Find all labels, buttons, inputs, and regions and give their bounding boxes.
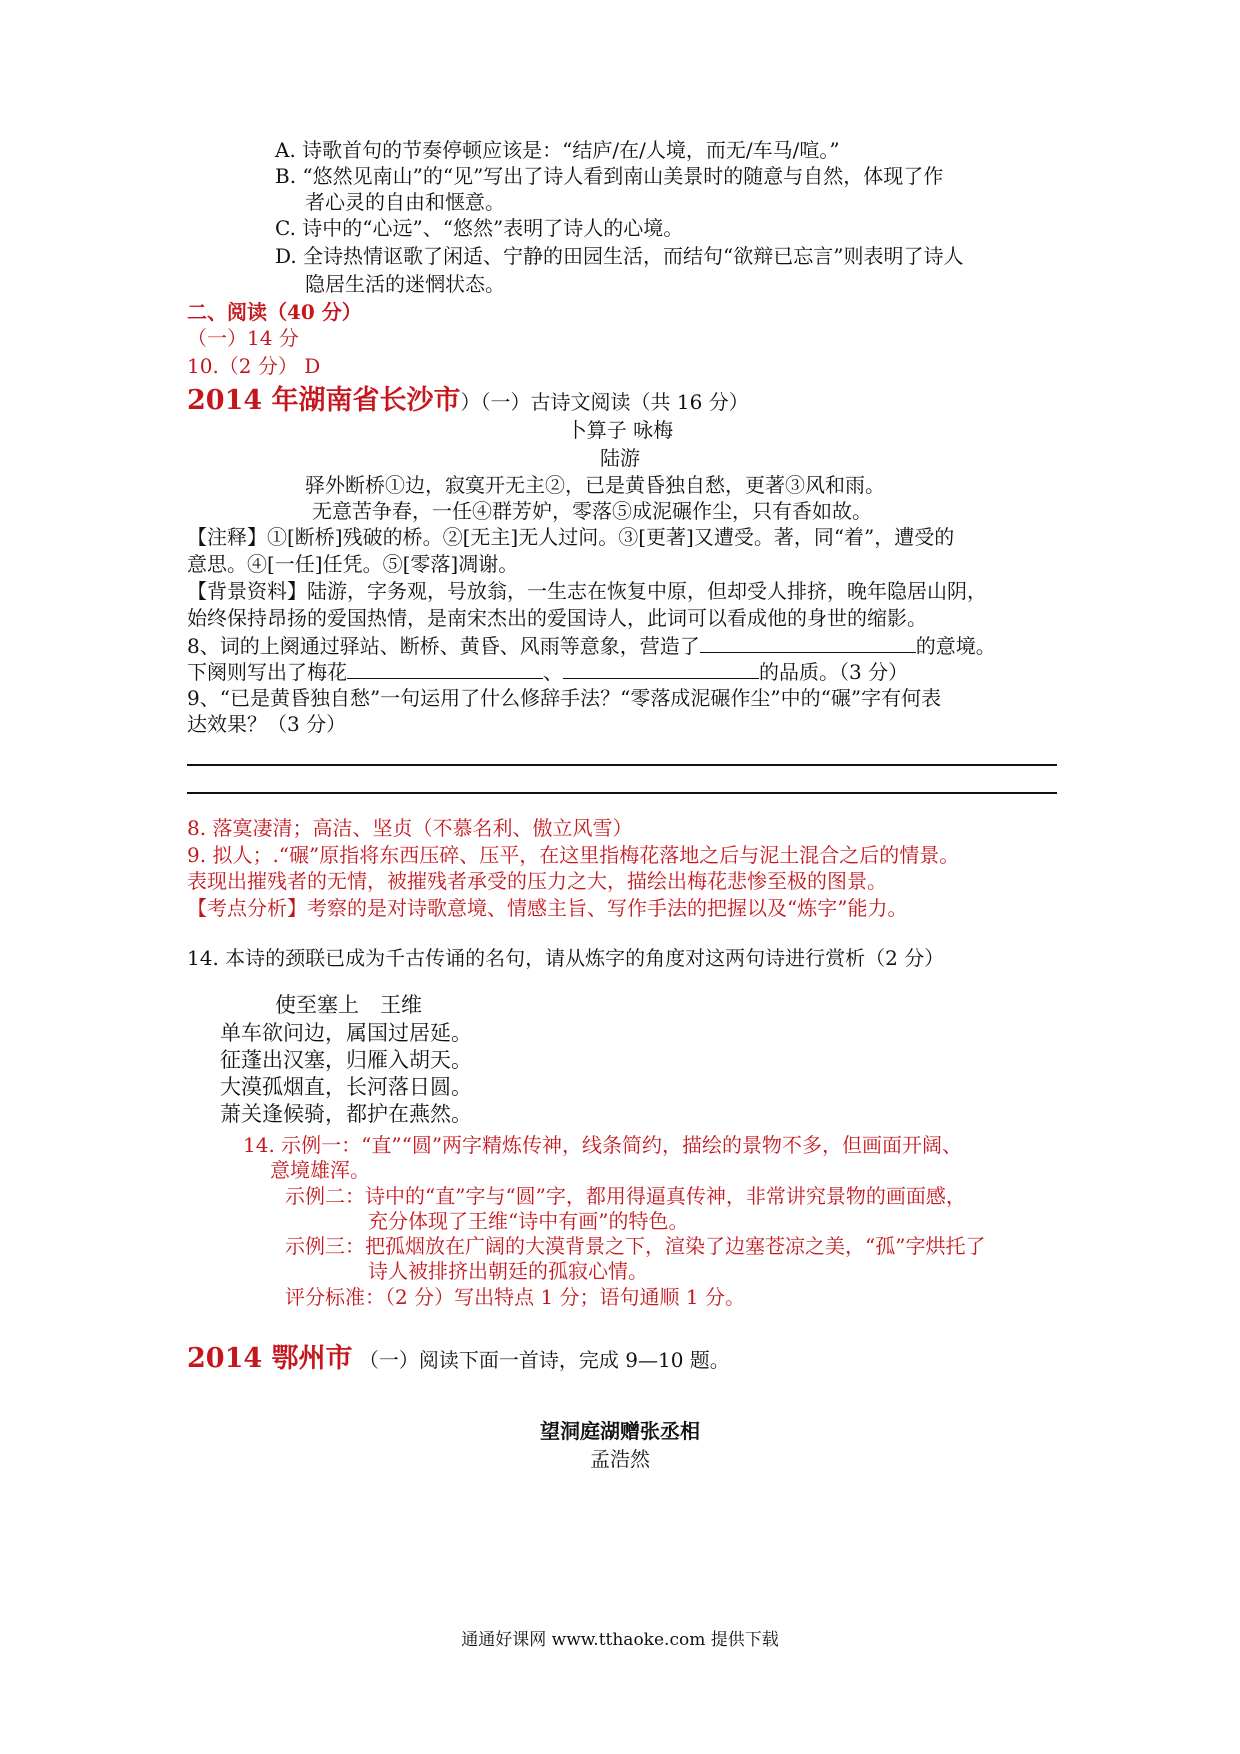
- option-d-line2: 隐居生活的迷惘状态。: [305, 272, 505, 296]
- answer-blank-2[interactable]: [347, 658, 543, 679]
- q8-text-b: 的意境。: [915, 634, 996, 658]
- poem-14-line-2: 征蓬出汉塞，归雁入胡天。: [220, 1048, 472, 1072]
- answer-10: 10.（2 分） D: [187, 354, 321, 378]
- question-9-line2: 达效果？（3 分）: [187, 712, 347, 736]
- option-c: C. 诗中的“心远”、“悠然”表明了诗人的心境。: [275, 216, 684, 240]
- q8-text-c: 下阕则写出了梅花: [187, 660, 347, 684]
- answer-14-ex1-line1: 14. 示例一：“直”“圆”两字精炼传神，线条简约，描绘的景物不多，但画面开阔、: [243, 1133, 963, 1157]
- note-line-1: 【注释】①[断桥]残破的桥。②[无主]无人过问。③[更著]又遭受。著，同“着”，遭受的: [187, 525, 955, 549]
- poem-14-line-3: 大漠孤烟直，长河落日圆。: [220, 1075, 472, 1099]
- option-d-line1: D. 全诗热情讴歌了闲适、宁静的田园生活，而结句“欲辩已忘言”则表明了诗人: [275, 244, 964, 268]
- poem-title: 卜算子 咏梅: [566, 418, 674, 442]
- analysis: 【考点分析】考察的是对诗歌意境、情感主旨、写作手法的把握以及“炼字”能力。: [187, 896, 908, 920]
- q8-text-e: 的品质。（3 分）: [759, 660, 909, 684]
- answer-14-ex2-line1: 示例二：诗中的“直”字与“圆”字，都用得逼真传神，非常讲究景物的画面感，: [285, 1184, 966, 1208]
- answer-14-ex1-line2: 意境雄浑。: [270, 1158, 370, 1182]
- section-sub: （一）14 分: [187, 326, 299, 350]
- poem-14-line-1: 单车欲问边，属国过居延。: [220, 1021, 472, 1045]
- question-8-line1: [187, 632, 996, 659]
- answer-blank-1[interactable]: [700, 632, 916, 653]
- changsha-heading-line: [187, 384, 749, 419]
- scoring-standard: 评分标准：（2 分）写出特点 1 分；语句通顺 1 分。: [285, 1285, 745, 1309]
- ezhou-heading-line: [187, 1342, 730, 1377]
- question-9-line1: 9、“已是黄昏独自愁”一句运用了什么修辞手法？“零落成泥碾作尘”中的“碾”字有何表: [187, 686, 942, 710]
- poem-14-line-4: 萧关逢候骑，都护在燕然。: [220, 1102, 472, 1126]
- answer-14-ex3-line2: 诗人被排挤出朝廷的孤寂心情。: [368, 1259, 648, 1283]
- ezhou-intro: （一）阅读下面一首诗，完成 9—10 题。: [358, 1348, 730, 1372]
- question-8-line2: [187, 658, 908, 685]
- changsha-heading: 2014 年湖南省长沙市: [187, 385, 461, 416]
- ezhou-heading: 2014 鄂州市: [187, 1343, 353, 1374]
- answer-line-1[interactable]: [187, 764, 1057, 766]
- changsha-intro: ）（一）古诗文阅读（共 16 分）: [460, 390, 749, 414]
- poem-line-2: 无意苦争春，一任④群芳妒，零落⑤成泥碾作尘，只有香如故。: [312, 499, 872, 523]
- option-a: A. 诗歌首句的节奏停顿应该是：“结庐/在/人境，而无/车马/喧。”: [275, 138, 840, 162]
- option-b-line2: 者心灵的自由和惬意。: [305, 190, 505, 214]
- note-line-2: 意思。④[一任]任凭。⑤[零落]凋谢。: [187, 552, 519, 576]
- poem-author: 陆游: [600, 446, 640, 470]
- q8-text-a: 8、词的上阕通过驿站、断桥、黄昏、风雨等意象，营造了: [187, 634, 700, 658]
- answer-line-2[interactable]: [187, 792, 1057, 794]
- poem-14-title: 使至塞上 王维: [275, 993, 422, 1017]
- option-b-line1: B. “悠然见南山”的“见”写出了诗人看到南山美景时的随意与自然，体现了作: [275, 164, 944, 188]
- poem-line-1: 驿外断桥①边，寂寞开无主②，已是黄昏独自愁，更著③风和雨。: [305, 473, 885, 497]
- question-14: 14. 本诗的颈联已成为千古传诵的名句，请从炼字的角度对这两句诗进行赏析（2 分）: [187, 946, 945, 970]
- answer-9-line1: 9. 拟人；.“碾”原指将东西压碎、压平，在这里指梅花落地之后与泥土混合之后的情景。: [187, 843, 960, 867]
- section-title: 二、阅读（40 分）: [187, 300, 362, 324]
- page-footer: 通通好课网 www.tthaoke.com 提供下载: [461, 1630, 779, 1650]
- answer-14-ex3-line1: 示例三：把孤烟放在广阔的大漠背景之下，渲染了边塞苍凉之美，“孤”字烘托了: [285, 1234, 986, 1258]
- answer-8: 8. 落寞凄清；高洁、坚贞（不慕名利、傲立风雪）: [187, 816, 633, 840]
- background-line-2: 始终保持昂扬的爱国热情，是南宋杰出的爱国诗人，此词可以看成他的身世的缩影。: [187, 606, 927, 630]
- answer-blank-3[interactable]: [563, 658, 759, 679]
- ezhou-poem-author: 孟浩然: [590, 1447, 650, 1471]
- q8-text-d: 、: [543, 660, 563, 684]
- background-line-1: 【背景资料】陆游，字务观，号放翁，一生志在恢复中原，但却受人排挤，晚年隐居山阴，: [187, 579, 987, 603]
- ezhou-poem-title: 望洞庭湖赠张丞相: [540, 1419, 700, 1443]
- answer-9-line2: 表现出摧残者的无情，被摧残者承受的压力之大，描绘出梅花悲惨至极的图景。: [187, 869, 887, 893]
- answer-14-ex2-line2: 充分体现了王维“诗中有画”的特色。: [368, 1209, 689, 1233]
